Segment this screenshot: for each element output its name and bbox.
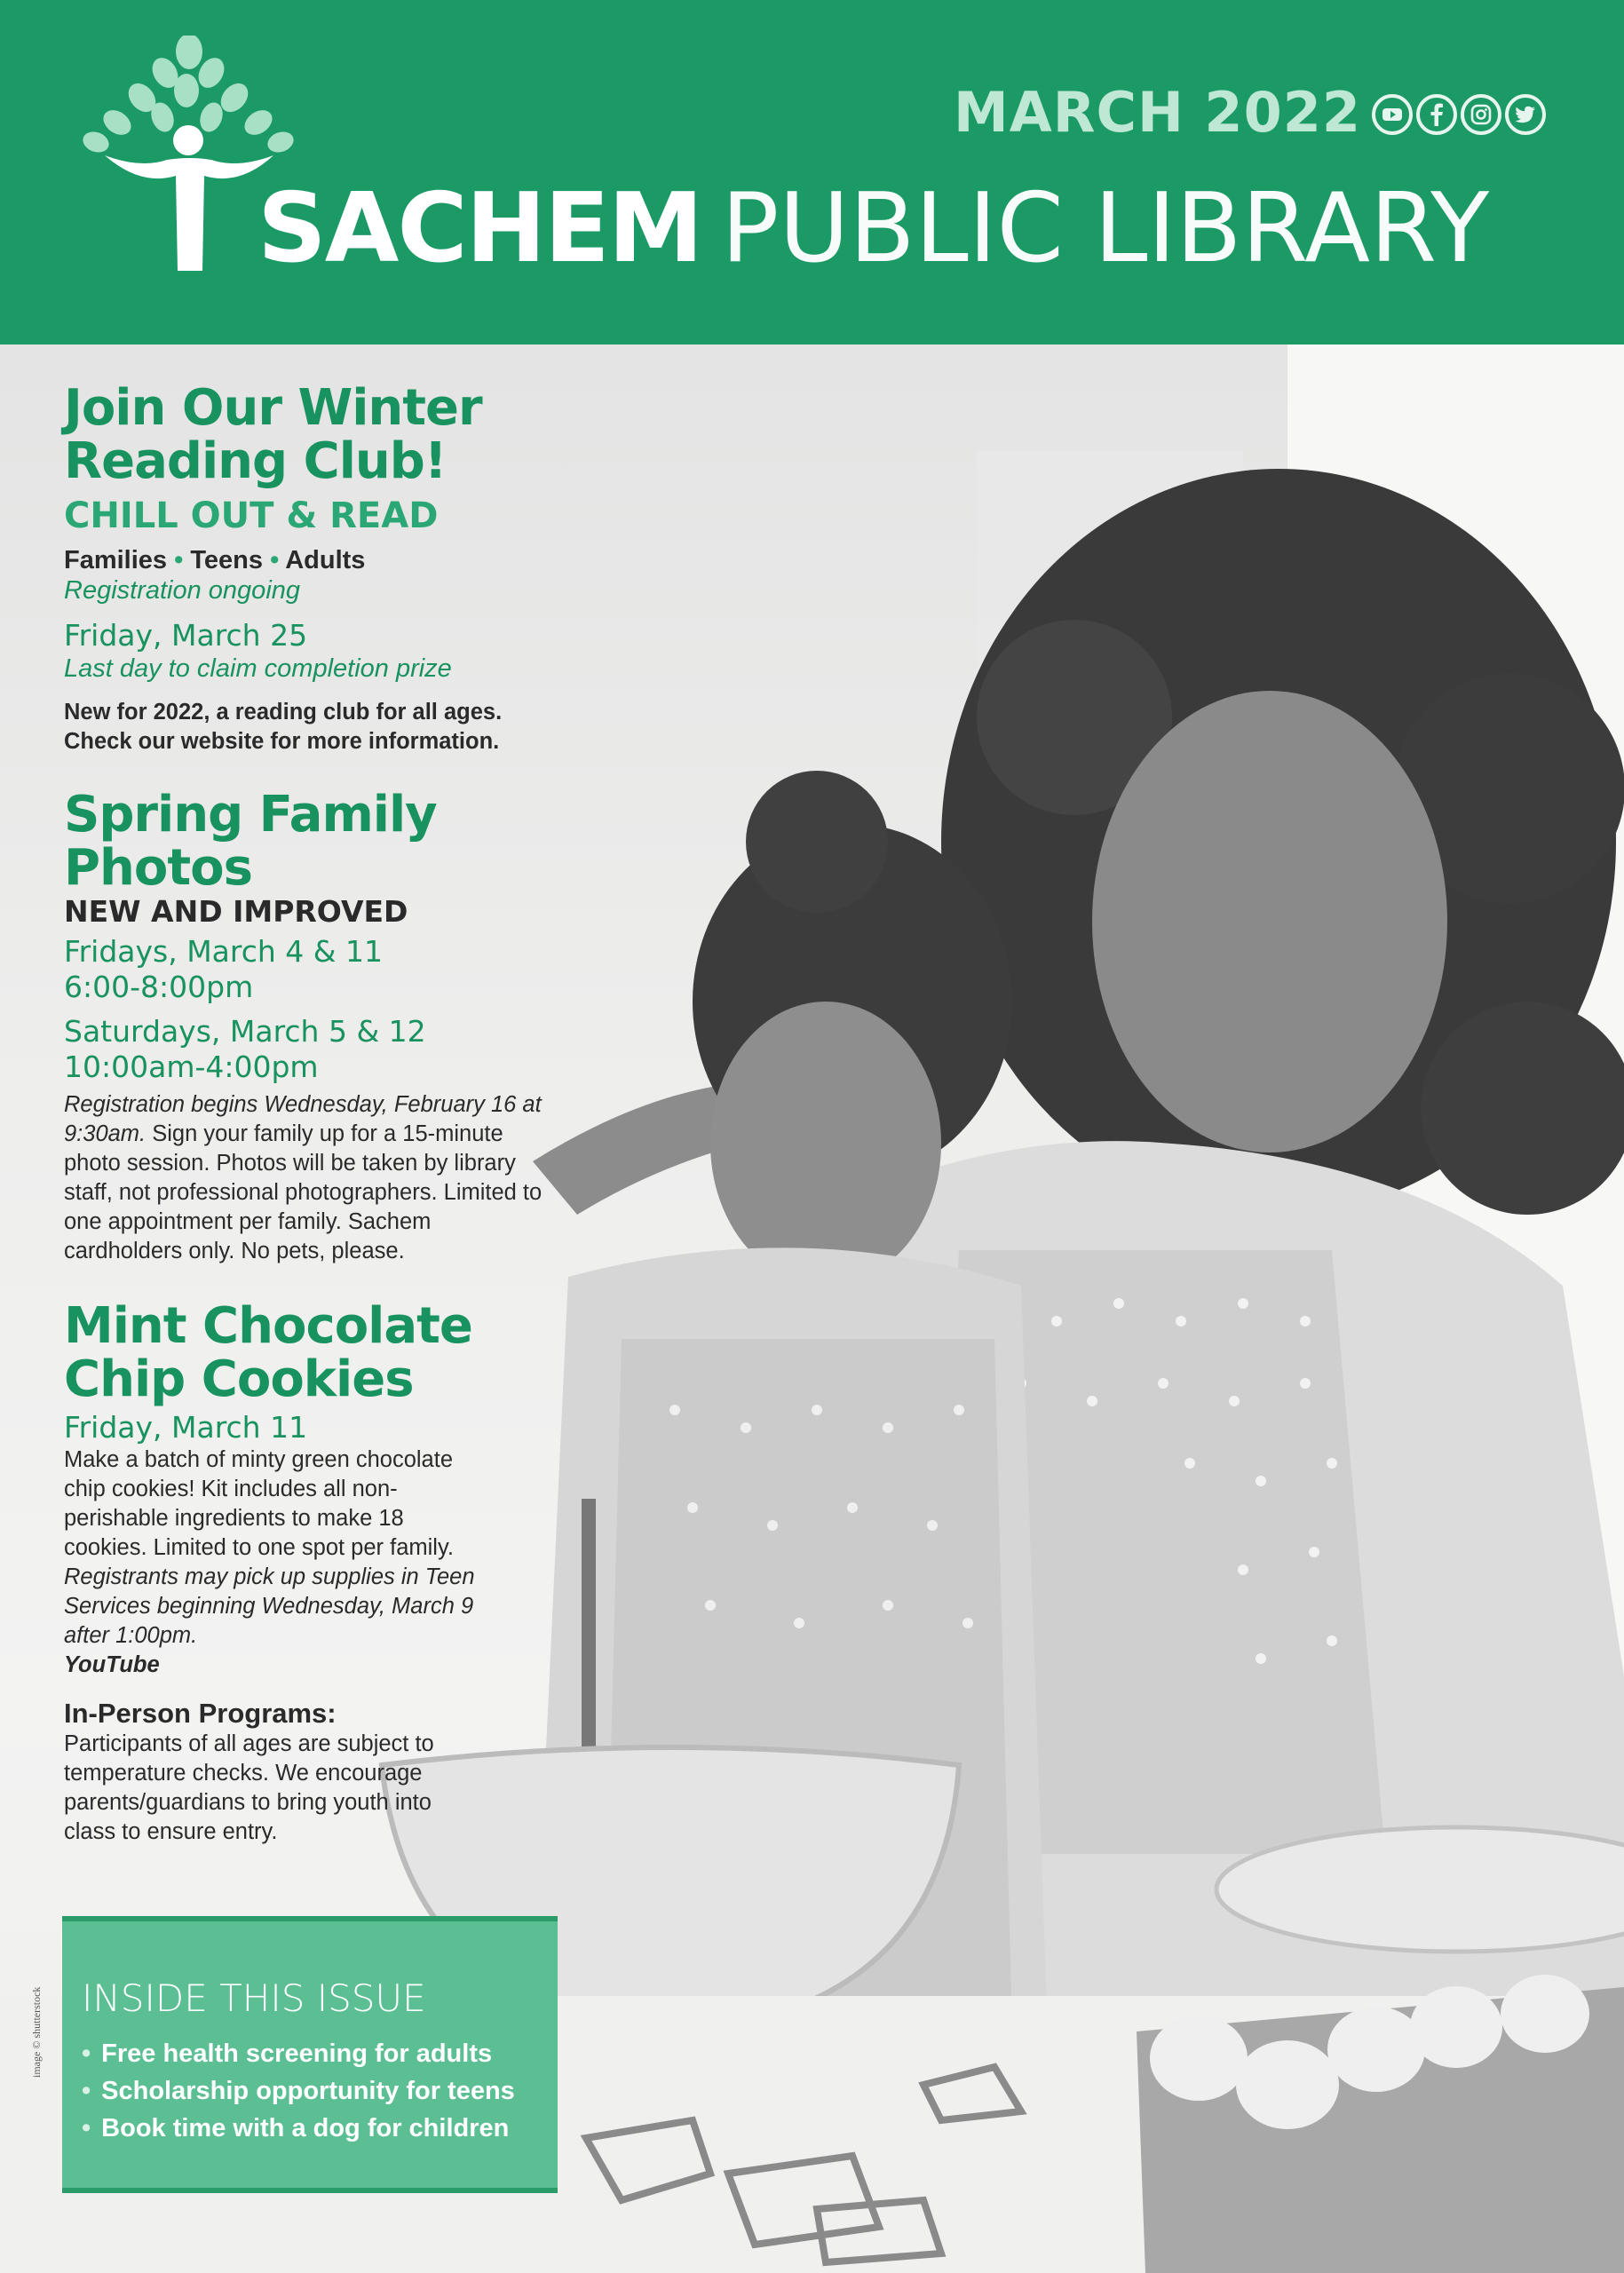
audience-teens: Teens	[190, 546, 264, 574]
deadline-date: Friday, March 25	[64, 618, 308, 653]
winter-club-title-line2: Reading Club!	[64, 432, 447, 490]
family-photos-title-line1: Spring Family	[64, 786, 437, 843]
family-photos-description	[64, 1090, 543, 1266]
header-band	[0, 0, 1624, 345]
library-name	[257, 173, 1489, 284]
inside-this-issue-box	[62, 1916, 558, 2193]
audience-list	[64, 545, 561, 575]
bullet-dot: •	[174, 546, 184, 574]
cookies-pickup-note: Registrants may pick up supplies in Teen Services beginning Wednesday, March 9 after 1:00pm.	[64, 1564, 475, 1648]
winter-club-description	[64, 698, 561, 756]
twitter-icon[interactable]	[1505, 94, 1546, 135]
winter-club-title	[64, 379, 561, 490]
list-item: • Scholarship opportunity for teens	[82, 2072, 515, 2110]
list-item: • Free health screening for adults	[82, 2035, 515, 2072]
in-person-description: Participants of all ages are subject to temperature checks. We encourage parents/guardians to bring youth into class to ensure entry.	[64, 1731, 434, 1844]
bullet-dot: •	[270, 546, 280, 574]
cookies-date: Friday, March 11	[64, 1410, 308, 1445]
list-item: • Book time with a dog for children	[82, 2110, 515, 2147]
facebook-icon[interactable]	[1416, 94, 1457, 135]
winter-club-description-line2: Check our website for more information.	[64, 729, 500, 754]
mint-chocolate-chip-cookies	[64, 1297, 561, 1680]
winter-club-title-line1: Join Our Winter	[64, 379, 482, 437]
registration-status: Registration ongoing	[64, 576, 301, 605]
social-links	[1372, 94, 1546, 135]
cookies-description	[64, 1445, 490, 1680]
in-person-title: In-Person Programs:	[64, 1698, 337, 1729]
brand-bold: SACHEM	[257, 173, 702, 284]
winter-club-tagline: CHILL OUT & READ	[64, 495, 439, 536]
winter-reading-club	[64, 379, 561, 756]
instagram-icon[interactable]	[1461, 94, 1501, 135]
inside-issue-list	[82, 2035, 515, 2147]
deadline-note: Last day to claim completion prize	[64, 654, 452, 683]
family-photos-title-line2: Photos	[64, 839, 252, 897]
session2-time: 10:00am-4:00pm	[64, 1049, 319, 1084]
spring-family-photos	[64, 788, 561, 1266]
winter-club-description-line1: New for 2022, a reading club for all ages.	[64, 700, 503, 725]
cookies-title-line1: Mint Chocolate	[64, 1297, 472, 1355]
family-photos-title	[64, 788, 561, 895]
content-column	[64, 379, 561, 1847]
family-photos-details: Sign your family up for a 15-minute photo session. Photos will be taken by library staff, not professional photographers. Limited to one appointment per family. Sachem cardholders only. No pets, please.	[64, 1121, 543, 1263]
youtube-icon[interactable]	[1372, 94, 1413, 135]
session2-days: Saturdays, March 5 & 12	[64, 1014, 426, 1049]
photo-credit: image © shutterstock	[30, 1986, 43, 2078]
audience-adults: Adults	[285, 546, 366, 574]
family-photos-tagline: NEW AND IMPROVED	[64, 894, 408, 929]
session1-time: 6:00-8:00pm	[64, 970, 254, 1004]
inside-issue-title: INSIDE THIS ISSUE	[82, 1976, 426, 2020]
cookies-title-line2: Chip Cookies	[64, 1350, 414, 1408]
session1-days: Fridays, March 4 & 11	[64, 934, 383, 969]
cookies-details: Make a batch of minty green chocolate chip cookies! Kit includes all non-perishable ingredients to make 18 cookies. Limited to one spot per family.	[64, 1447, 454, 1560]
brand-light: PUBLIC LIBRARY	[721, 173, 1490, 284]
audience-families: Families	[64, 546, 168, 574]
cookies-title	[64, 1297, 561, 1408]
issue-date: MARCH 2022	[954, 80, 1361, 145]
cookies-platform: YouTube	[64, 1652, 160, 1677]
family-photos-registration-note: Registration begins Wednesday, February 16 at 9:30am.	[64, 1092, 542, 1146]
in-person-programs	[64, 1698, 561, 1847]
